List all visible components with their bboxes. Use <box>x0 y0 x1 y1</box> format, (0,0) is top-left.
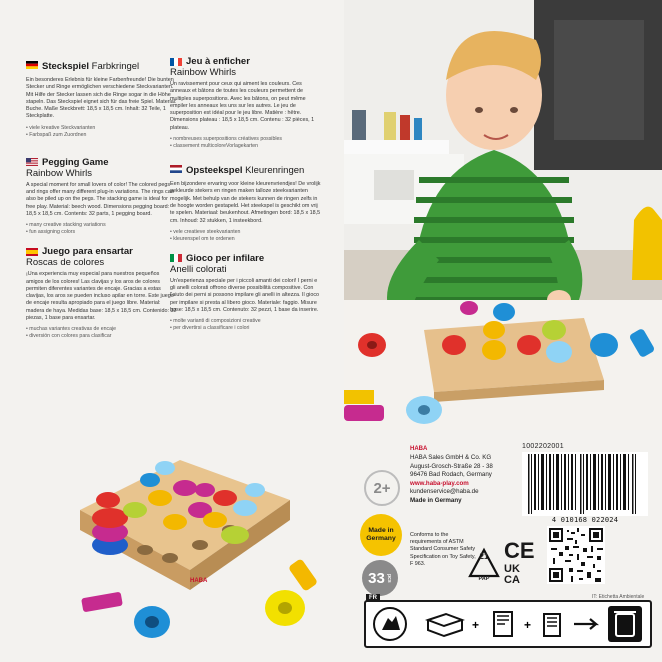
svg-text:+: + <box>472 618 480 632</box>
fr-label: FR <box>366 594 380 602</box>
us-flag-icon <box>26 158 38 166</box>
bullet-item: • nombreuses superpositions créatives possibles <box>170 136 282 143</box>
product-info-block <box>344 430 662 662</box>
spanish-flag-icon <box>26 248 38 256</box>
section-de <box>26 56 178 139</box>
bullet-item: • molte varianti di composizioni creative <box>170 318 261 325</box>
section-subtitle: Anelli colorati <box>170 263 227 275</box>
ce-mark-icon: CE <box>504 538 535 563</box>
child-playing-illustration <box>344 0 662 430</box>
fr-disposal-strip <box>364 600 652 648</box>
section-title-rest: Farbkringel <box>89 61 140 72</box>
age-badge: 2+ <box>364 470 400 506</box>
bullet-item: • classement multicoloreVorlagekarten <box>170 143 259 150</box>
qr-code-icon <box>547 526 605 584</box>
german-flag-icon <box>26 61 38 69</box>
section-title: Opsteekspel <box>186 165 243 177</box>
board-brand-mark: HABA <box>190 578 208 584</box>
text-column-left <box>26 56 178 350</box>
address-line: HABA Sales GmbH & Co. KG <box>410 454 492 461</box>
bullet-item: • many creative stacking variations <box>26 222 106 229</box>
bullet-item: • viele kreative Steckvarianten <box>26 124 96 131</box>
product-number: 1002202001 <box>522 443 564 450</box>
section-body: Ein besonderes Erlebnis für kleine Farbenfreunde! Die bunten Stecker und Ringe ermöglichen verschiedene Steckvarianten. Mit Hilfe der Stecker lassen sich die Ringe sogar in die Höhe stapeln. Das Steckspiel eignet sich für das freie Spiel. Material: Buche. Maße Steckbrett: 18,5 x 18,5 cm. Inhalt: 32 Teile, 1 Steckplatte. <box>26 77 177 120</box>
pieces-count: 33 <box>368 569 385 587</box>
bullet-item: • Farbspaß zum Zuordnen <box>26 131 87 138</box>
made-in-badge-line2: Germany <box>366 535 396 542</box>
section-subtitle: Rainbow Whirls <box>170 67 236 78</box>
astm-conformity-text: Conforms to the requirements of ASTM Standard Consumer Safety Specification on Toy Safety, F 963. <box>410 532 476 567</box>
section-subtitle: Rainbow Whirls <box>26 167 92 179</box>
ukca-mark-icon: UK CA <box>504 563 520 586</box>
recycle-code: 21 <box>479 552 489 561</box>
section-body: A special moment for small lovers of color! The colored pegs and rings offer many different plug-in variations. The rings can also be piled up on the pegs. The stacking game is ideal for free play. Material: beech wood. Dimensions pegging board: 18,5 x 18,5 cm. Contents: 32 parts, 1 pegging board. <box>26 181 174 217</box>
bullet-item: • kleurenspel om te ordenen <box>170 235 235 242</box>
manufacturer-address <box>410 454 493 505</box>
section-body: Un'esperienza speciale per i piccoli amanti dei colori! I perni e gli anelli colorati offrono diverse possibilità compositive. Con l'aiuto dei perni si possono impilare gli anelli in altezza. Il gioco per impilare si presta al libero gioco. Materiale: faggio. Misure base: 18,5 x 18,5 cm. Contenuto: 32 pezzi, 1 base da inserire. <box>170 277 320 314</box>
haba-logo: HABA <box>410 446 428 452</box>
french-flag-icon <box>170 58 182 66</box>
section-body: Een bijzondere ervaring voor kleine kleurenvriendjes! De vrolijk gekleurde stekers en ringen maken talloze steekvarianten mogelijk. Met behulp van de stekers kunnen de ringen zelfs in de hoogte worden gestapeld. Het steekspel is geschikt om vrij te spelen. Materiaal: beukenhout. Afmetingen bord: 18,5 x 18,5 cm. Inhoud: 32 stukken, 1 insteekbord. <box>170 181 321 224</box>
made-in-badge-line1: Made in <box>368 527 394 535</box>
website-link: www.haba-play.com <box>410 479 469 487</box>
barcode-number: 4 010168 022024 <box>551 516 619 524</box>
bullet-item: • fun assigning colors <box>26 229 76 236</box>
disposal-icons <box>366 602 650 646</box>
pieces-unit: pcs <box>385 573 392 583</box>
section-title: Steckspiel <box>42 61 89 72</box>
barcode-icon <box>522 452 648 516</box>
section-it <box>170 253 322 332</box>
triman-icon <box>382 616 400 630</box>
section-body: Un ravissement pour ceux qui aiment les couleurs. Ces anneaux et bâtons de toutes les couleurs permettent de multiples superpositions. Avec les bâtons, on peut même empiler les anneaux les uns sur les autres. Le jeu de superposition est idéal pour le jeu libre. Matière : hêtre. Dimensions plateau : 18,5 x 18,5 cm. Contenu : 32 pièces, 1 plateau. <box>170 81 315 131</box>
qr-note: IT: Etichetta Ambientale <box>592 594 645 600</box>
section-nl <box>170 160 322 243</box>
bullet-item: • diversión con colores para clasificar <box>26 333 112 340</box>
pieces-badge <box>362 560 398 596</box>
dutch-flag-icon <box>170 165 182 173</box>
section-es <box>26 246 178 340</box>
email-text: kundenservice@haba.de <box>410 488 479 495</box>
address-line: 96476 Bad Rodach, Germany <box>410 471 492 478</box>
section-body: ¡Una experiencia muy especial para nuestros pequeños amigos de los colores! Las clavijas y los aros de colores permiten diferentes variantes de encaje. Gracias a estas clavijas, los aros se pueden incluso apilar en torre. Este juego de encaje resulta apropiado para el juego libre. Material: madera de haya. Medidas base: 18,5 x 18,5 cm. Contenido: 32 piezas, 1 base para ensartar. <box>26 271 177 322</box>
bullet-item: • vele creatieve steekvarianten <box>170 228 241 235</box>
product-board-image <box>0 430 344 662</box>
section-title: Juego para ensartar <box>42 246 133 258</box>
section-title: Gioco per infilare <box>186 252 265 264</box>
recycle-label: PAP <box>478 576 490 582</box>
section-title: Pegging Game <box>42 156 109 168</box>
bullet-item: • muchas variantes creativas de encaje <box>26 326 117 333</box>
pegging-board-illustration <box>0 430 344 662</box>
section-subtitle: Roscas de colores <box>26 257 105 269</box>
bullet-item: • per divertirsi a classificare i colori <box>170 325 250 332</box>
made-in-germany-badge <box>360 514 402 556</box>
address-line: August-Grosch-Straße 28 - 38 <box>410 462 493 470</box>
section-title: Jeu à enficher <box>186 56 250 67</box>
made-in-text: Made in Germany <box>410 496 462 504</box>
section-title-rest: Kleurenringen <box>242 165 305 177</box>
section-fr <box>170 56 322 150</box>
text-column-right <box>170 56 322 342</box>
italian-flag-icon <box>170 254 182 262</box>
section-us <box>26 157 178 236</box>
svg-text:+: + <box>524 618 532 632</box>
child-playing-photo <box>344 0 662 430</box>
